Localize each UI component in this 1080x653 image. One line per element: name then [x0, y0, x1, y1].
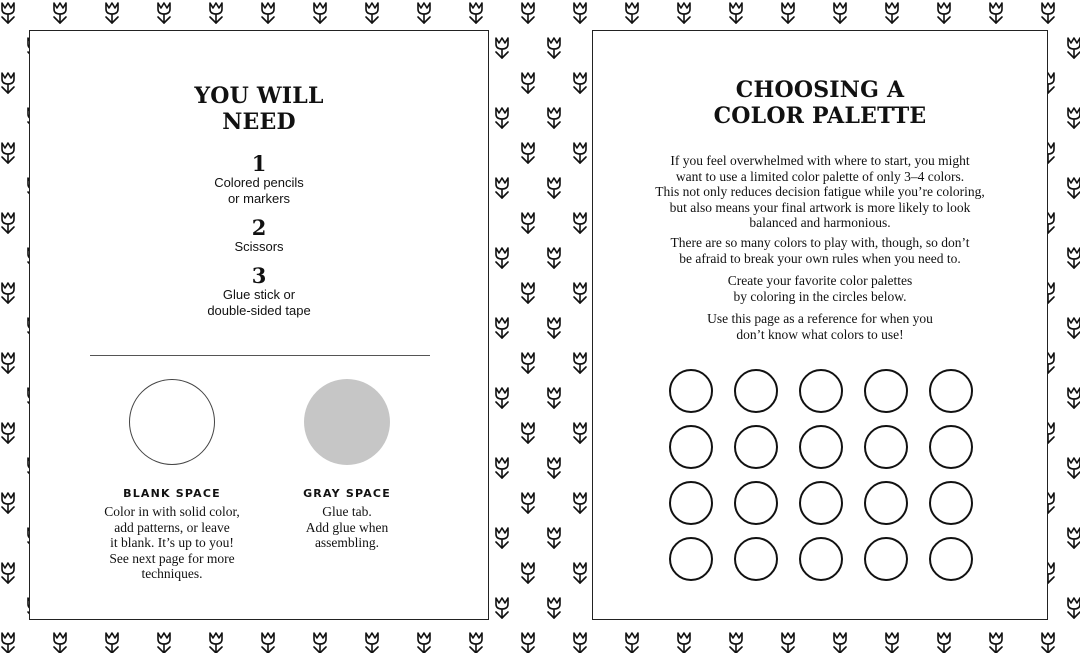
palette-circle[interactable] [864, 481, 908, 525]
tulip-icon [496, 458, 508, 478]
tulip-icon [522, 3, 534, 23]
tulip-icon [2, 633, 14, 653]
palette-circle[interactable] [734, 425, 778, 469]
palette-circle[interactable] [929, 481, 973, 525]
tulip-icon [574, 3, 586, 23]
tulip-icon [834, 633, 846, 653]
palette-circle[interactable] [734, 537, 778, 581]
tulip-icon [1068, 388, 1080, 408]
reference-paragraph: Use this page as a reference for when you don’t know what colors to use! [707, 311, 933, 342]
blank-space-title: BLANK SPACE [123, 487, 221, 500]
tulip-icon [2, 493, 14, 513]
tulip-icon [314, 3, 326, 23]
blank-space-circle [129, 379, 215, 465]
palette-circle[interactable] [734, 481, 778, 525]
tulip-icon [470, 633, 482, 653]
need-number: 3 [251, 263, 267, 288]
tulip-icon [938, 633, 950, 653]
tulip-icon [496, 528, 508, 548]
tulip-icon [496, 38, 508, 58]
tulip-icon [938, 3, 950, 23]
need-item-2 [30, 217, 488, 255]
tulip-icon [1042, 633, 1054, 653]
need-text: Colored pencils or markers [214, 175, 304, 206]
title-line-2: NEED [222, 109, 296, 135]
palette-circle[interactable] [929, 537, 973, 581]
tulip-icon [990, 633, 1002, 653]
tulip-icon [548, 248, 560, 268]
tulip-icon [548, 38, 560, 58]
tulip-icon [626, 3, 638, 23]
tulip-icon [496, 598, 508, 618]
palette-circle[interactable] [799, 425, 843, 469]
tulip-icon [574, 423, 586, 443]
tulip-icon [574, 283, 586, 303]
need-number: 1 [251, 151, 267, 176]
tulip-icon [548, 528, 560, 548]
tulip-icon [496, 388, 508, 408]
color-palette-title [593, 77, 1047, 129]
need-text: Scissors [234, 239, 284, 254]
tulip-icon [2, 143, 14, 163]
tulip-icon [1068, 108, 1080, 128]
tulip-icon [314, 633, 326, 653]
rules-paragraph: There are so many colors to play with, though, so don’t be afraid to break your own rules when you need to. [670, 235, 970, 266]
tulip-icon [522, 633, 534, 653]
tulip-icon [496, 318, 508, 338]
tulip-icon [158, 633, 170, 653]
tulip-icon [574, 73, 586, 93]
tulip-icon [522, 73, 534, 93]
tulip-icon [418, 3, 430, 23]
tulip-icon [2, 3, 14, 23]
tulip-icon [574, 143, 586, 163]
need-number: 2 [251, 215, 267, 240]
tulip-icon [106, 633, 118, 653]
blank-space-text: Color in with solid color, add patterns, or leave it blank. It’s up to you! See next page for more techniques. [104, 504, 240, 581]
tulip-icon [418, 633, 430, 653]
palette-circle[interactable] [929, 425, 973, 469]
tulip-icon [574, 493, 586, 513]
tulip-icon [548, 388, 560, 408]
tulip-icon [522, 143, 534, 163]
tulip-icon [1042, 3, 1054, 23]
tulip-icon [1068, 248, 1080, 268]
palette-circle[interactable] [864, 537, 908, 581]
tulip-icon [210, 3, 222, 23]
tulip-icon [106, 3, 118, 23]
title-line-2: COLOR PALETTE [713, 103, 927, 129]
tulip-icon [834, 3, 846, 23]
tulip-icon [574, 633, 586, 653]
palette-circle[interactable] [799, 369, 843, 413]
tulip-icon [522, 213, 534, 233]
title-line-1: YOU WILL [194, 83, 324, 109]
create-palettes-paragraph: Create your favorite color palettes by coloring in the circles below. [727, 273, 913, 304]
gray-space-title: GRAY SPACE [303, 487, 391, 500]
tulip-icon [2, 213, 14, 233]
palette-circle[interactable] [864, 369, 908, 413]
tulip-icon [1068, 178, 1080, 198]
tulip-icon [54, 633, 66, 653]
tulip-icon [548, 178, 560, 198]
tulip-icon [678, 3, 690, 23]
tulip-icon [2, 73, 14, 93]
palette-circle[interactable] [669, 369, 713, 413]
tulip-icon [1068, 598, 1080, 618]
right-page [592, 30, 1048, 620]
tulip-icon [522, 493, 534, 513]
gray-space-circle [304, 379, 390, 465]
tulip-icon [548, 458, 560, 478]
palette-circle[interactable] [799, 481, 843, 525]
palette-circle[interactable] [734, 369, 778, 413]
left-page [29, 30, 489, 620]
divider [90, 355, 430, 356]
tulip-icon [886, 633, 898, 653]
tulip-icon [1068, 318, 1080, 338]
palette-circle[interactable] [864, 425, 908, 469]
tulip-icon [366, 3, 378, 23]
tulip-icon [496, 248, 508, 268]
palette-circle[interactable] [929, 369, 973, 413]
tulip-icon [2, 563, 14, 583]
tulip-icon [730, 633, 742, 653]
tulip-icon [262, 633, 274, 653]
need-item-3 [30, 265, 488, 319]
tulip-icon [678, 633, 690, 653]
tulip-icon [626, 633, 638, 653]
tulip-icon [574, 353, 586, 373]
tulip-icon [496, 108, 508, 128]
tulip-icon [2, 283, 14, 303]
need-item-1 [30, 153, 488, 207]
tulip-icon [366, 633, 378, 653]
palette-circle[interactable] [669, 425, 713, 469]
tulip-icon [1068, 38, 1080, 58]
tulip-icon [730, 3, 742, 23]
tulip-icon [522, 283, 534, 303]
gray-space-info [262, 486, 432, 551]
tulip-icon [574, 213, 586, 233]
tulip-icon [496, 178, 508, 198]
tulip-icon [522, 423, 534, 443]
blank-space-info [85, 486, 259, 582]
tulip-icon [574, 563, 586, 583]
tulip-icon [548, 598, 560, 618]
tulip-icon [2, 353, 14, 373]
palette-circle[interactable] [799, 537, 843, 581]
need-text: Glue stick or double-sided tape [207, 287, 311, 318]
tulip-icon [522, 563, 534, 583]
tulip-icon [990, 3, 1002, 23]
tulip-icon [782, 633, 794, 653]
tulip-icon [548, 108, 560, 128]
tulip-icon [54, 3, 66, 23]
intro-paragraph: If you feel overwhelmed with where to start, you might want to use a limited color palette of only 3–4 colors. This not only reduces decision fatigue while you’re coloring, but also means your final artwork is more likely to look balanced and harmonious. [655, 153, 985, 230]
tulip-icon [470, 3, 482, 23]
tulip-icon [210, 633, 222, 653]
tulip-icon [2, 423, 14, 443]
tulip-icon [1068, 458, 1080, 478]
palette-circle[interactable] [669, 537, 713, 581]
title-line-1: CHOOSING A [735, 77, 905, 103]
tulip-icon [886, 3, 898, 23]
palette-circle[interactable] [669, 481, 713, 525]
tulip-icon [522, 353, 534, 373]
you-will-need-title [30, 83, 488, 135]
tulip-icon [548, 318, 560, 338]
tulip-icon [158, 3, 170, 23]
tulip-icon [1068, 528, 1080, 548]
tulip-icon [262, 3, 274, 23]
tulip-icon [782, 3, 794, 23]
gray-space-text: Glue tab. Add glue when assembling. [305, 504, 389, 550]
